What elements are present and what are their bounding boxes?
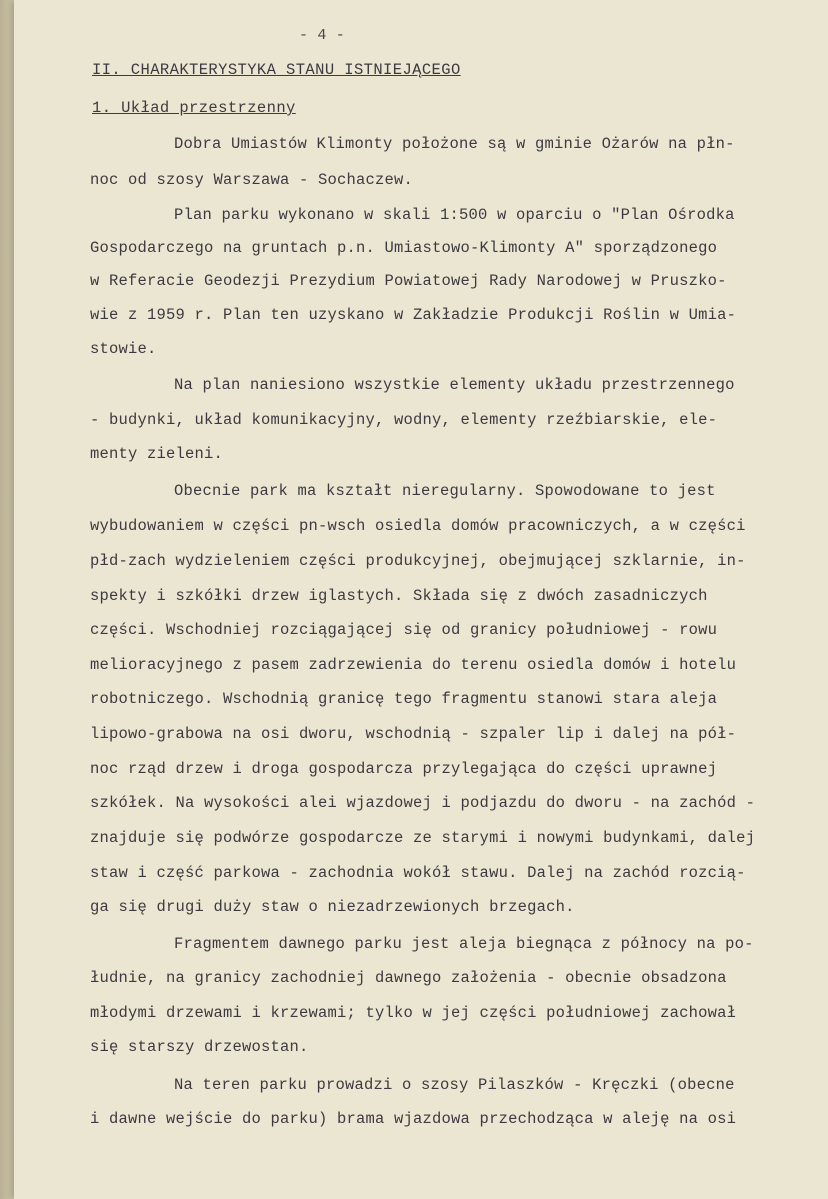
page-number: - 4 - — [299, 27, 346, 44]
text-line: Gospodarczego na gruntach p.n. Umiastowo-Klimonty A" sporządzonego — [90, 239, 718, 257]
text-line: noc od szosy Warszawa - Sochaczew. — [90, 171, 414, 189]
subsection-heading: 1. Układ przestrzenny — [92, 99, 296, 117]
text-line: Na plan naniesiono wszystkie elementy układu przestrzennego — [174, 376, 735, 394]
text-line: Fragmentem dawnego parku jest aleja biegnąca z północy na po- — [174, 935, 754, 953]
text-line: ga się drugi duży staw o niezadrzewionych brzegach. — [90, 898, 575, 916]
text-line: znajduje się podwórze gospodarcze ze starymi i nowymi budynkami, dalej — [90, 829, 756, 847]
text-line: Dobra Umiastów Klimonty położone są w gminie Ożarów na płn- — [174, 135, 735, 153]
text-line: się starszy drzewostan. — [90, 1038, 309, 1056]
text-line: melioracyjnego z pasem zadrzewienia do terenu osiedla domów i hotelu — [90, 656, 737, 674]
text-line: spekty i szkółki drzew iglastych. Składa się z dwóch zasadniczych — [90, 587, 708, 605]
text-line: stowie. — [90, 340, 157, 358]
text-line: lipowo-grabowa na osi dworu, wschodnią - szpaler lip i dalej na pół- — [90, 725, 737, 743]
text-line: płd-zach wydzieleniem części produkcyjnej, obejmującej szklarnie, in- — [90, 552, 746, 570]
text-line: Plan parku wykonano w skali 1:500 w oparciu o "Plan Ośrodka — [174, 206, 735, 224]
section-heading: II. CHARAKTERYSTYKA STANU ISTNIEJĄCEGO — [92, 61, 461, 79]
text-line: menty zieleni. — [90, 445, 224, 463]
text-line: - budynki, układ komunikacyjny, wodny, elementy rzeźbiarskie, ele- — [90, 411, 718, 429]
text-line: robotniczego. Wschodnią granicę tego fragmentu stanowi stara aleja — [90, 690, 718, 708]
text-line: części. Wschodniej rozciągającej się od granicy południowej - rowu — [90, 621, 718, 639]
text-line: wybudowaniem w części pn-wsch osiedla domów pracowniczych, a w części — [90, 517, 746, 535]
text-line: w Referacie Geodezji Prezydium Powiatowej Rady Narodowej w Pruszko- — [90, 272, 727, 290]
text-line: Obecnie park ma kształt nieregularny. Spowodowane to jest — [174, 482, 716, 500]
text-line: młodymi drzewami i krzewami; tylko w jej części południowej zachował — [90, 1004, 737, 1022]
page-edge-shadow — [0, 0, 14, 1199]
text-line: Na teren parku prowadzi o szosy Pilaszków - Kręczki (obecne — [174, 1076, 735, 1094]
text-line: łudnie, na granicy zachodniej dawnego założenia - obecnie obsadzona — [90, 969, 727, 987]
text-line: i dawne wejście do parku) brama wjazdowa przechodząca w aleję na osi — [90, 1110, 737, 1128]
text-line: szkółek. Na wysokości alei wjazdowej i podjazdu do dworu - na zachód - — [90, 794, 756, 812]
document-page — [14, 0, 828, 1199]
text-line: noc rząd drzew i droga gospodarcza przylegająca do części uprawnej — [90, 760, 718, 778]
text-line: staw i część parkowa - zachodnia wokół stawu. Dalej na zachód rozcią- — [90, 864, 746, 882]
text-line: wie z 1959 r. Plan ten uzyskano w Zakładzie Produkcji Roślin w Umia- — [90, 306, 737, 324]
